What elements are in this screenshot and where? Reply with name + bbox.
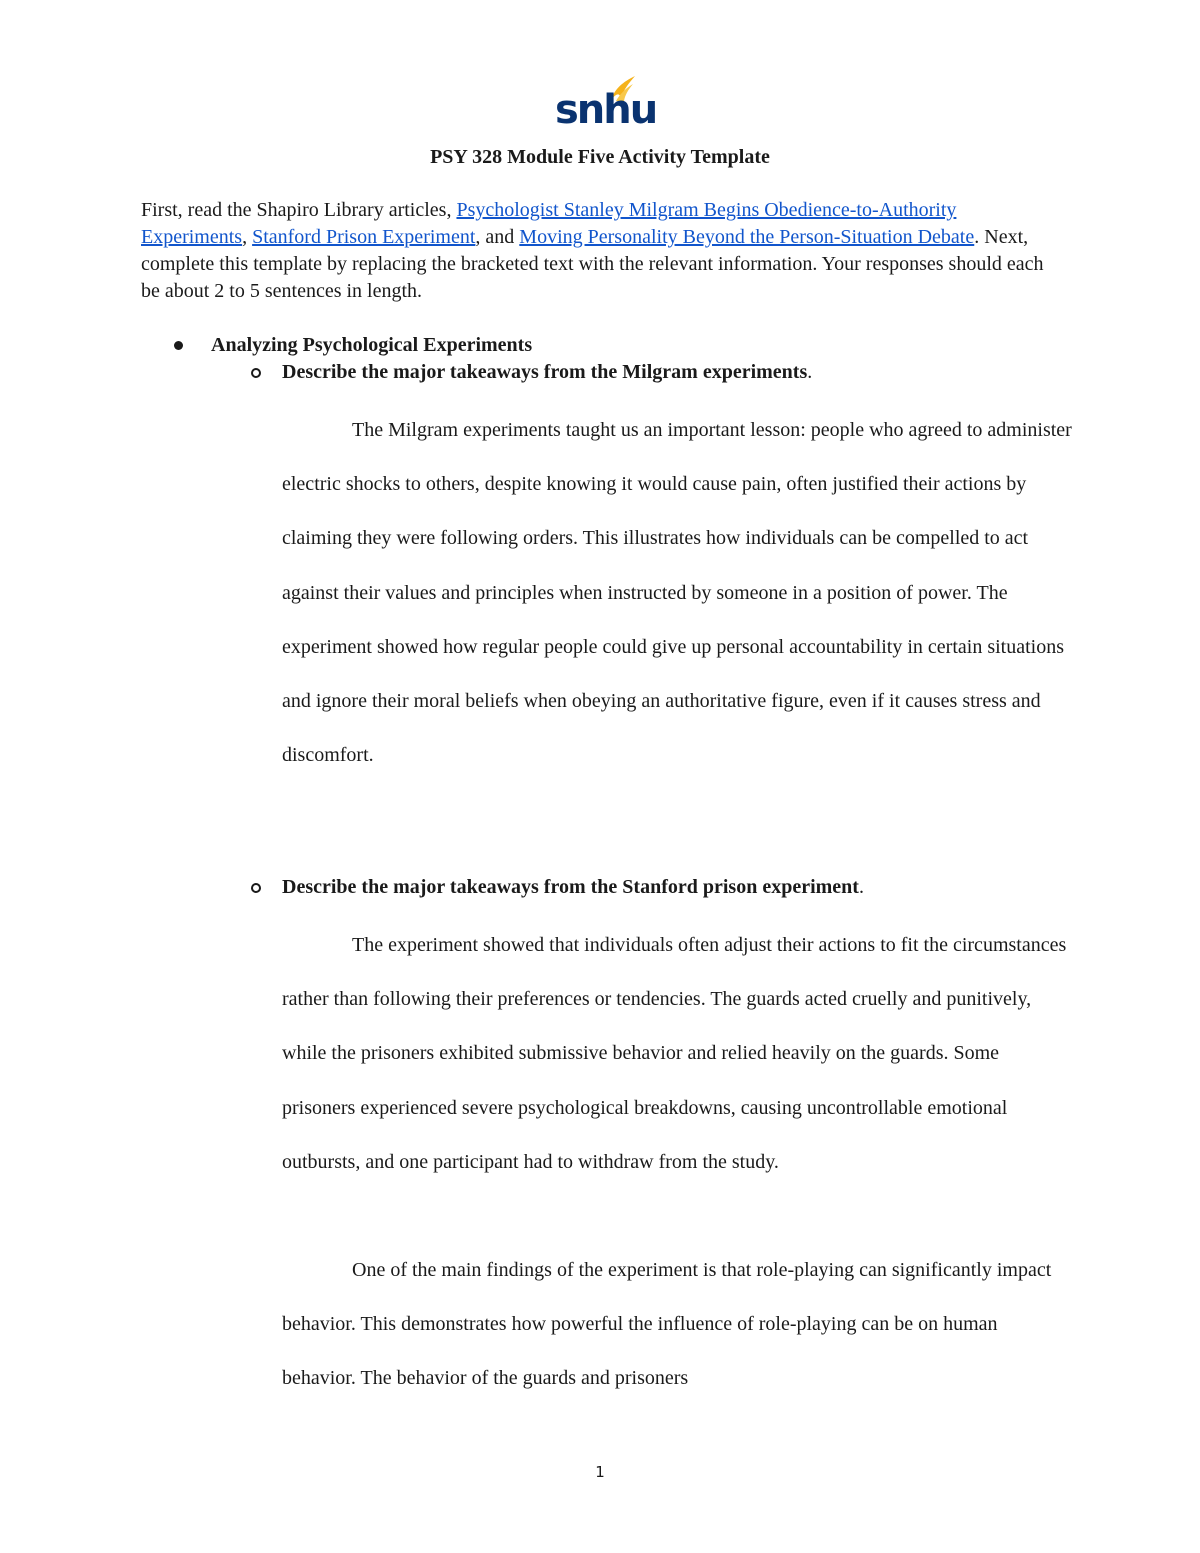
- page-number: 1: [595, 1463, 605, 1481]
- question-milgram-prompt: Describe the major takeaways from the Milgram experiments: [282, 361, 808, 383]
- snhu-logo: [553, 74, 657, 133]
- question-stanford-prompt: Describe the major takeaways from the Stanford prison experiment: [282, 876, 859, 898]
- intro-tail: . Next, complete this template by replacing the bracketed text with the relevant information. Your responses should each be about 2 to 5 sentences in length.: [141, 226, 1044, 302]
- section-heading-text: Analyzing Psychological Experiments: [211, 334, 533, 356]
- link-stanford-article[interactable]: Stanford Prison Experiment: [252, 226, 476, 248]
- link-personality-article[interactable]: Moving Personality Beyond the Person-Situation Debate: [519, 226, 975, 248]
- answer-stanford-p1: The experiment showed that individuals often adjust their actions to fit the circumstances rather than following their preferences or tendencies. The guards acted cruelly and punitively, while the prisoners exhibited submissive behavior and relied heavily on the guards. Some prisoners experienced severe psychological breakdowns, causing uncontrollable emotional outbursts, and one participant had to withdraw from the study.: [282, 934, 1067, 1173]
- page-title: PSY 328 Module Five Activity Template: [430, 146, 770, 168]
- intro-sep-2: , and: [475, 226, 520, 248]
- bullet-dot-icon: [174, 341, 183, 350]
- answer-stanford-p2: One of the main findings of the experiment is that role-playing can significantly impact behavior. This demonstrates how powerful the influence of role-playing can be on human behavior. The behavior of the guards and prisoners: [282, 1259, 1052, 1390]
- intro-paragraph: [141, 197, 1061, 305]
- logo-wordmark: snhu: [555, 87, 657, 133]
- bullet-ring-icon: [251, 883, 261, 893]
- question-milgram-end: .: [807, 361, 813, 383]
- question-stanford-text: [282, 874, 864, 901]
- question-milgram-text: [282, 359, 812, 386]
- bullet-ring-icon: [251, 368, 261, 378]
- answer-milgram: The Milgram experiments taught us an important lesson: people who agreed to administer electric shocks to others, despite knowing it would cause pain, often justified their actions by claiming they were following orders. This illustrates how individuals can be compelled to act against their values and principles when instructed by someone in a position of power. The experiment showed how regular people could give up personal accountability in certain situations and ignore their moral beliefs when obeying an authoritative figure, even if it causes stress and discomfort.: [282, 419, 1072, 767]
- intro-lead: First, read the Shapiro Library articles,: [141, 199, 457, 221]
- question-stanford-end: .: [858, 876, 864, 898]
- intro-sep-1: ,: [242, 226, 253, 248]
- link-milgram-article[interactable]: Psychologist Stanley Milgram Begins Obedience-to-Authority Experiments: [141, 199, 957, 248]
